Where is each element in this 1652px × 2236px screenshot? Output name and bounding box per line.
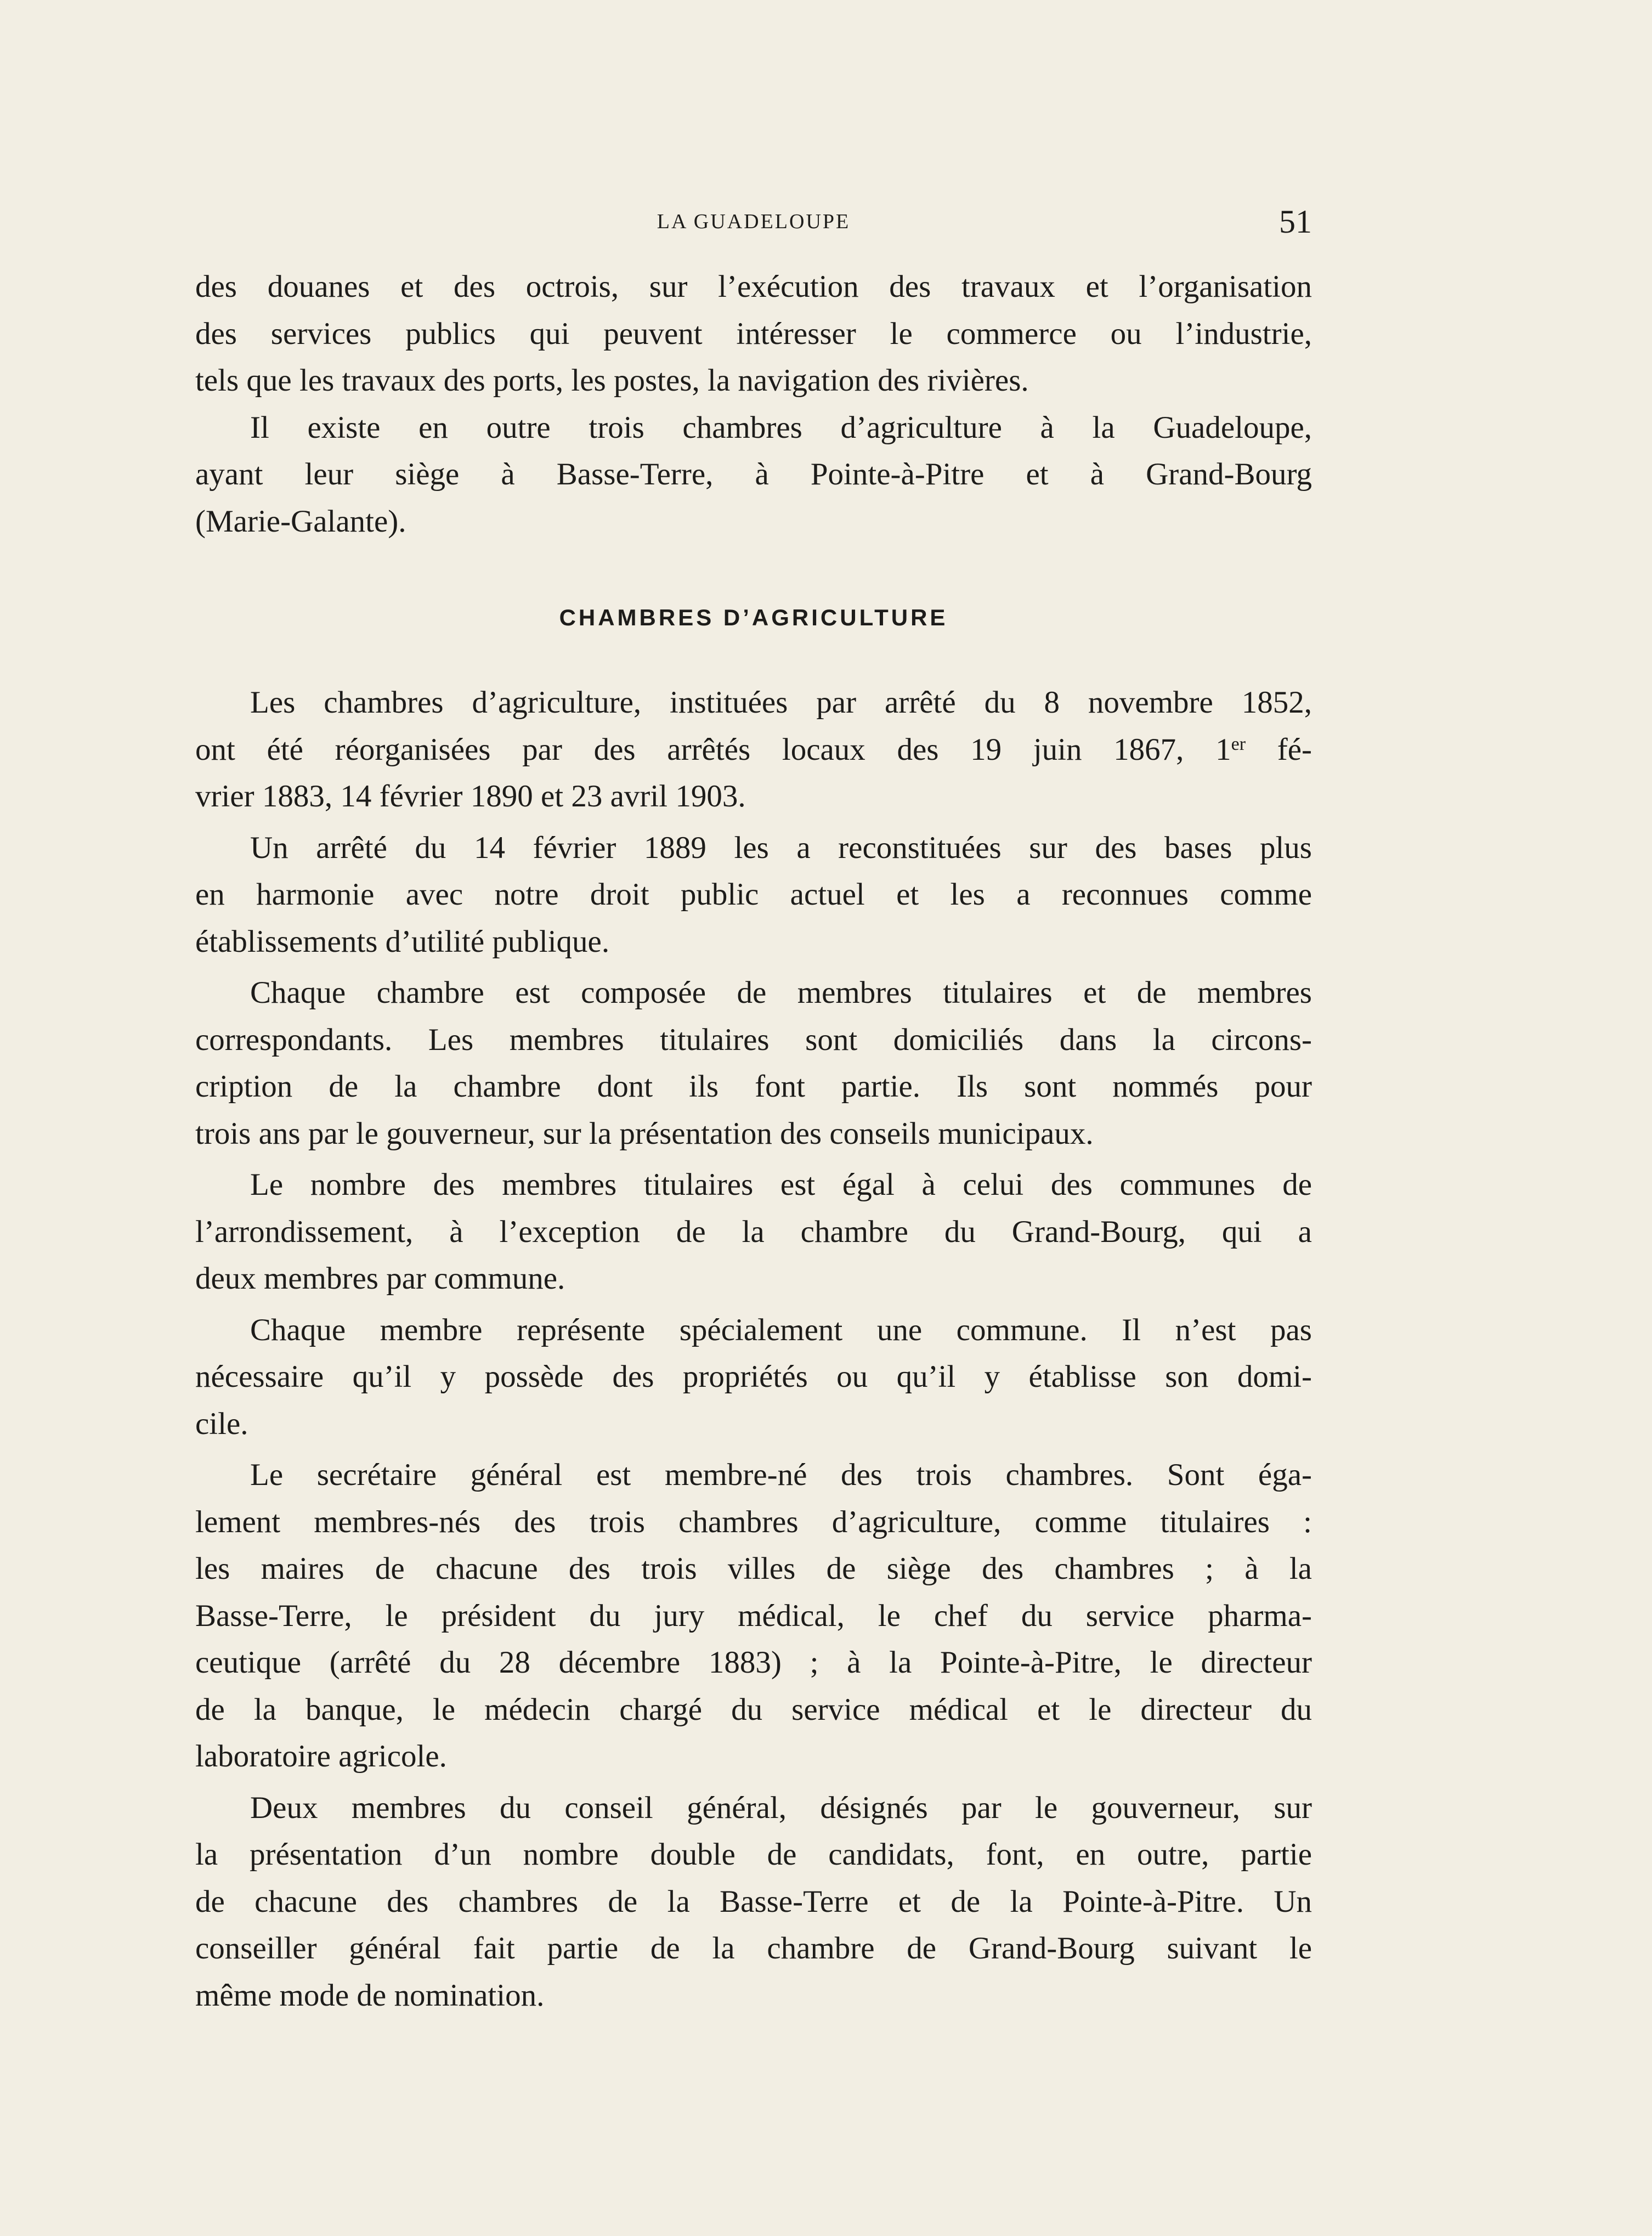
text-line: (Marie-Galante).	[195, 504, 406, 539]
text-line: cile.	[195, 1406, 248, 1441]
paragraph	[195, 1785, 1312, 2019]
text-line: Le secrétaire général est membre-né des trois chambres. Sont éga-	[250, 1458, 1312, 1492]
paragraph	[195, 679, 1312, 820]
text-line: tels que les travaux des ports, les postes, la navigation des rivières.	[195, 363, 1029, 398]
paragraph	[195, 969, 1312, 1157]
text-line: Il existe en outre trois chambres d’agriculture à la Guadeloupe,	[250, 410, 1312, 445]
text-line: nécessaire qu’il y possède des propriétés ou qu’il y établisse son domi-	[195, 1359, 1312, 1394]
text-line: cription de la chambre dont ils font partie. Ils sont nommés pour	[195, 1069, 1312, 1104]
text-line: Chaque chambre est composée de membres titulaires et de membres	[250, 975, 1312, 1010]
text-line: des douanes et des octrois, sur l’exécution des travaux et l’organisation	[195, 269, 1312, 304]
text-line: ceutique (arrêté du 28 décembre 1883) ; à la Pointe-à-Pitre, le directeur	[195, 1645, 1312, 1680]
text-line: lement membres-nés des trois chambres d’agriculture, comme titulaires :	[195, 1504, 1312, 1539]
text-line: Le nombre des membres titulaires est égal à celui des communes de	[250, 1167, 1312, 1202]
superscript: er	[1231, 733, 1246, 754]
text-line: les maires de chacune des trois villes de siège des chambres ; à la	[195, 1551, 1312, 1586]
text-segment: ont été réorganisées par des arrêtés locaux des 19 juin 1867, 1	[195, 732, 1231, 767]
text-line: la présentation d’un nombre double de candidats, font, en outre, partie	[195, 1837, 1312, 1872]
text-line: vrier 1883, 14 février 1890 et 23 avril 1903.	[195, 779, 746, 814]
text-line: conseiller général fait partie de la chambre de Grand-Bourg suivant le	[195, 1931, 1312, 1966]
text-line	[195, 726, 1312, 773]
paragraph	[195, 825, 1312, 965]
text-line: correspondants. Les membres titulaires sont domiciliés dans la circons-	[195, 1022, 1312, 1057]
intro-text	[195, 263, 1312, 545]
text-line: Deux membres du conseil général, désignés par le gouverneur, sur	[250, 1790, 1312, 1825]
text-line: des services publics qui peuvent intéresser le commerce ou l’industrie,	[195, 316, 1312, 351]
paragraph	[195, 263, 1312, 404]
text-line: Un arrêté du 14 février 1889 les a reconstituées sur des bases plus	[250, 830, 1312, 865]
paragraph	[195, 404, 1312, 545]
running-head-title: LA GUADELOUPE	[657, 210, 851, 233]
text-line: l’arrondissement, à l’exception de la chambre du Grand-Bourg, qui a	[195, 1214, 1312, 1249]
text-line: établissements d’utilité publique.	[195, 924, 610, 959]
text-line: laboratoire agricole.	[195, 1739, 447, 1774]
text-line: même mode de nomination.	[195, 1978, 545, 2013]
text-line: ayant leur siège à Basse-Terre, à Pointe-à-Pitre et à Grand-Bourg	[195, 457, 1312, 492]
text-line: en harmonie avec notre droit public actuel et les a reconnues comme	[195, 877, 1312, 912]
section-text	[195, 679, 1312, 2019]
text-line: trois ans par le gouverneur, sur la présentation des conseils municipaux.	[195, 1116, 1094, 1151]
paragraph	[195, 1161, 1312, 1302]
page-body	[195, 263, 1312, 2019]
section-heading: CHAMBRES D’AGRICULTURE	[559, 605, 948, 630]
page-number: 51	[1279, 204, 1312, 240]
running-head	[195, 203, 1312, 241]
text-line: de chacune des chambres de la Basse-Terre et de la Pointe-à-Pitre. Un	[195, 1884, 1312, 1919]
paragraph	[195, 1307, 1312, 1448]
text-line: Basse-Terre, le président du jury médical, le chef du service pharma-	[195, 1598, 1312, 1633]
text-line: de la banque, le médecin chargé du service médical et le directeur du	[195, 1692, 1312, 1727]
text-line: Chaque membre représente spécialement une commune. Il n’est pas	[250, 1312, 1312, 1347]
text-line: deux membres par commune.	[195, 1261, 565, 1296]
text-segment: fé-	[1246, 732, 1312, 767]
paragraph	[195, 1452, 1312, 1780]
text-line: Les chambres d’agriculture, instituées par arrêté du 8 novembre 1852,	[250, 685, 1312, 720]
